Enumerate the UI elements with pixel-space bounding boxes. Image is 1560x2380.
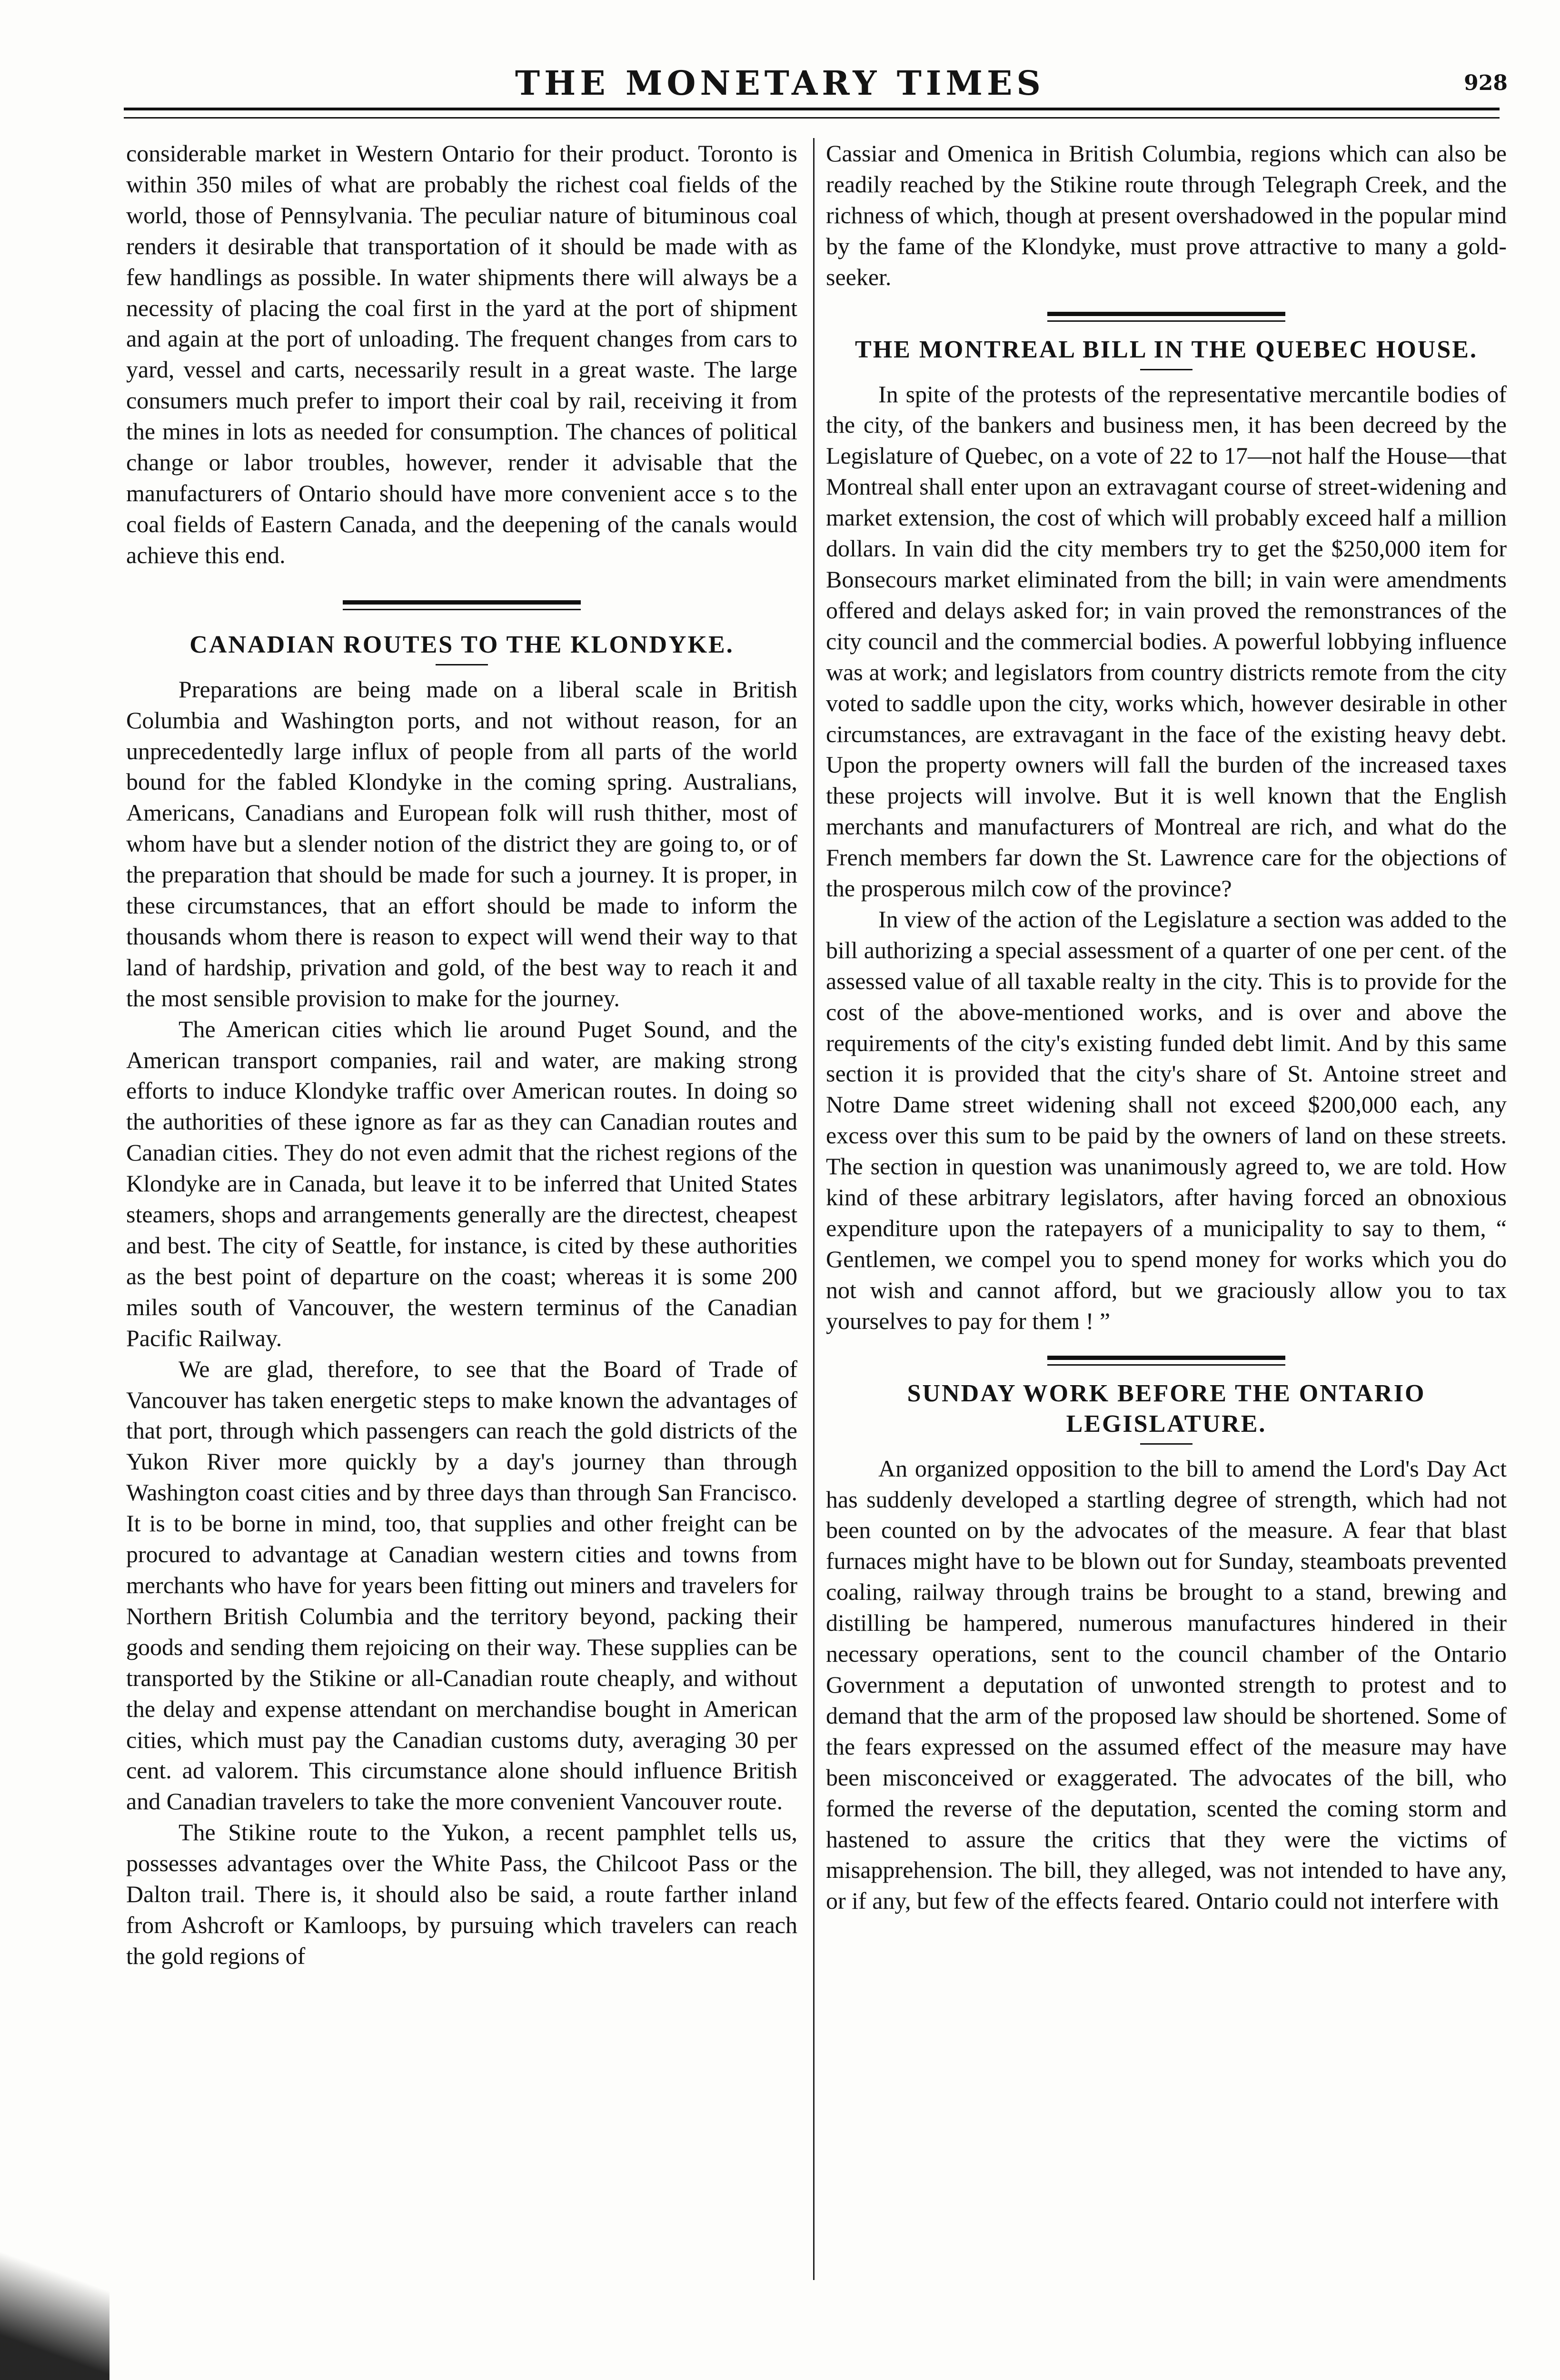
header-rule-thin: [124, 117, 1500, 119]
article-paragraph: In spite of the protests of the representative mercantile bodies of the city, of the bankers and business men, it has been decreed by the Legislature of Quebec, on a vote of 22 to 17—not half the House—that Montreal shall enter upon an extravagant course of street-widening and market extension, the cost of which will probably exceed half a million dollars. In vain did the city members try to get the $250,000 item for Bonsecours market eliminated from the bill; in vain were amendments offered and delays asked for; in vain proved the remonstrances of the city council and the commercial bodies. A powerful lobbying influence was at work; and legislators from country districts remote from the city voted to saddle upon the city, works which, however desirable in other circumstances, are extravagant in the face of the existing heavy debt. Upon the property owners will fall the burden of the increased taxes these projects will involve. But it is well known that the English merchants and manufacturers of Montreal are rich, and what do the French members far down the St. Lawrence care for the objections of the prosperous milch cow of the province?: [826, 380, 1507, 902]
article-headline: SUNDAY WORK BEFORE THE ONTARIO LEGISLATURE.: [907, 1379, 1426, 1438]
publication-title: THE MONETARY TIMES: [515, 63, 1045, 103]
scan-shadow: [0, 2195, 109, 2380]
article-separator: [1047, 1356, 1285, 1366]
article-paragraph: We are glad, therefore, to see that the Board of Trade of Vancouver has taken energetic steps to make known the advantages of that port, through which passengers can reach the gold districts of the Yukon River more quickly by a day's journey than through Washington coast cities and by three days than through San Francisco. It is to be borne in mind, too, that supplies and other freight can be procured to advantage at Canadian western cities and towns from merchants who have for years been fitting out miners and travelers for Northern British Columbia and the territory beyond, packing their goods and sending them rejoicing on their way. These supplies can be transported by the Stikine or all-Canadian route cheaply, and without the delay and expense attendant on merchandise bought in American cities, which must pay the Canadian customs duty, averaging 30 per cent. ad valorem. This circumstance alone should influence British and Canadian travelers to take the more convenient Vancouver route.: [126, 1355, 797, 1815]
column-divider: [813, 138, 815, 2280]
left-column: [126, 138, 797, 1972]
article-paragraph: The Stikine route to the Yukon, a recent pamphlet tells us, possesses advantages over the White Pass, the Chilcoot Pass or the Dalton trail. There is, it should also be said, a route farther inland from Ashcroft or Kamloops, by pursuing which travelers can reach the gold regions of: [126, 1819, 797, 1969]
article-paragraph: Preparations are being made on a liberal scale in British Columbia and Washington ports, and not without reason, for an unprecedentedly large influx of people from all parts of the world bound for the fabled Klondyke in the coming spring. Australians, Americans, Canadians and European folk will rush thither, most of whom have but a slender notion of the district they are going to, or of the preparation that should be made for such a journey. It is proper, in these circumstances, that an effort should be made to inform the thousands whom there is reason to expect will wend their way to that land of hardship, privation and gold, of the best way to reach it and the most sensible provision to make for the journey.: [126, 675, 797, 1012]
page-number: 928: [1464, 71, 1508, 95]
header-rule-thick: [124, 108, 1500, 110]
article-paragraph: An organized opposition to the bill to amend the Lord's Day Act has suddenly developed a startling degree of strength, which had not been counted on by the advocates of the measure. A fear that blast furnaces might have to be blown out for Sunday, steamboats prevented coaling, railway through trains be brought to a stand, brewing and distilling be hampered, numerous manufactures hindered in their necessary operations, sent to the council chamber of the Ontario Government a deputation of unwonted strength to protest and to demand that the arm of the proposed law should be shortened. Some of the fears expressed on the assumed effect of the measure may have been misconceived or exaggerated. The advocates of the bill, who formed the reverse of the deputation, scented the coming storm and hastened to assure the critics that they were the victims of misapprehension. The bill, they alleged, was not intended to have any, or if any, but few of the effects feared. Ontario could not interfere with: [826, 1455, 1507, 1914]
article-headline: CANADIAN ROUTES TO THE KLONDYKE.: [189, 631, 734, 658]
article-separator: [343, 600, 581, 611]
headline-rule: [1140, 369, 1192, 370]
article-paragraph: In view of the action of the Legislature a section was added to the bill authorizing a special assessment of a quarter of one per cent. of the assessed value of all taxable realty in the city. This is to provide for the cost of the above-mentioned works, and is over and above the requirements of the city's existing funded debt limit. And by this same section it is provided that the city's share of St. Antoine street and Notre Dame street widening shall not exceed $200,000 each, any excess over this sum to be paid by the owners of land on these streets. The section in question was unanimously agreed to, we are told. How kind of these arbitrary legislators, after having forced an obnoxious expenditure upon the ratepayers of a municipality to say to them, “ Gentlemen, we compel you to spend money for works which you do not wish and cannot afford, but we graciously allow you to tax yourselves to pay for them ! ”: [826, 905, 1507, 1334]
continued-paragraph: considerable market in Western Ontario for their product. Toronto is within 350 miles of what are probably the richest coal fields of the world, those of Pennsylvania. The peculiar nature of bituminous coal renders it desirable that transportation of it should be made with as few handlings as possible. In water shipments there will always be a necessity of placing the coal first in the yard at the port of shipment and again at the port of unloading. The frequent changes from cars to yard, vessel and carts, necessarily result in a great waste. The large consumers much prefer to import their coal by rail, receiving it from the mines in lots as needed for consumption. The chances of political change or labor troubles, however, render it advisable that the manufacturers of Ontario should have more convenient acce s to the coal fields of Eastern Canada, and the deepening of the canals would achieve this end.: [126, 140, 797, 568]
masthead: [0, 62, 1560, 105]
right-column: [826, 138, 1507, 1916]
headline-rule: [436, 664, 488, 665]
article-paragraph: The American cities which lie around Puget Sound, and the American transport companies, rail and water, are making strong efforts to induce Klondyke traffic over American routes. In doing so the authorities of these ignore as far as they can Canadian routes and Canadian cities. They do not even admit that the richest regions of the Klondyke are in Canada, but leave it to be inferred that United States steamers, shops and arrangements generally are the directest, cheapest and best. The city of Seattle, for instance, is cited by these authorities as the best point of departure on the coast; whereas it is some 200 miles south of Vancouver, the western terminus of the Canadian Pacific Railway.: [126, 1015, 797, 1351]
article-separator: [1047, 312, 1285, 322]
headline-rule: [1140, 1443, 1192, 1445]
article-headline: THE MONTREAL BILL IN THE QUEBEC HOUSE.: [855, 336, 1478, 363]
continued-paragraph: Cassiar and Omenica in British Columbia, regions which can also be readily reached by the Stikine route through Telegraph Creek, and the richness of which, though at present overshadowed in the popular mind by the fame of the Klondyke, must prove attractive to many a gold-seeker.: [826, 140, 1507, 290]
